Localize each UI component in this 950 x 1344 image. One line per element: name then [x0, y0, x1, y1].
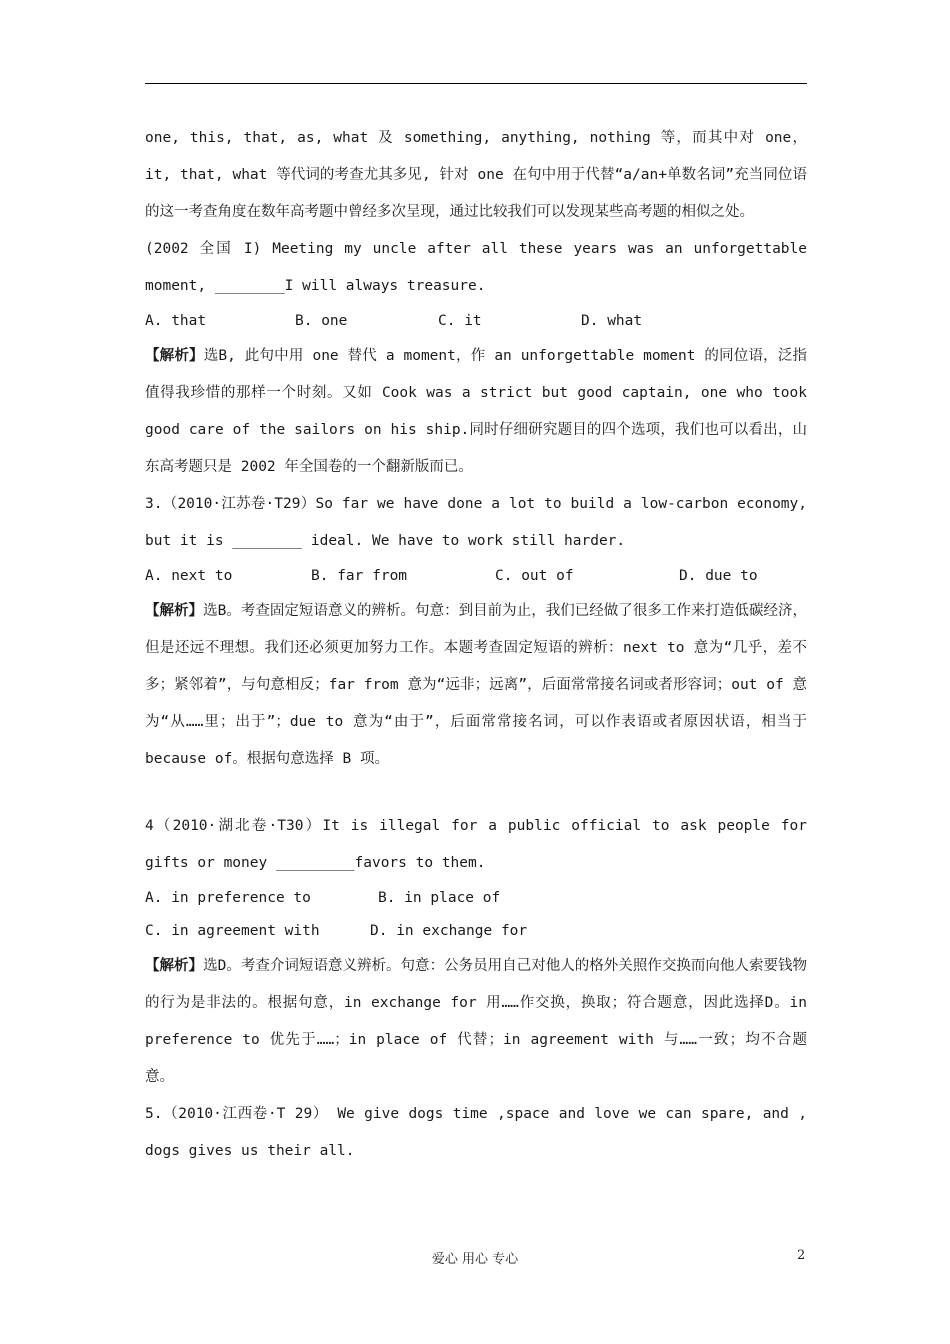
question-2002-stem: (2002 全国 I) Meeting my uncle after all these years was an unforgettable moment, ________I will always treasure.: [145, 241, 807, 294]
question-5-stem: 5.（2010·江西卷·T 29） We give dogs time ,space and love we can spare, and , dogs gives us their all.: [145, 1106, 807, 1159]
question-4-options-row-2: [145, 915, 807, 948]
option-b: B. in place of: [378, 890, 501, 906]
analysis-text: 选D。考查介词短语意义辨析。句意：公务员用自己对他人的格外关照作交换而向他人索要钱物的行为是非法的。根据句意，in exchange for 用……作交换，换取；符合题意，因此选择D。in preference to 优先于……；in place of 代替；in agreement with 与……一致；均不合题意。: [145, 958, 808, 1085]
option-a: A. next to: [145, 568, 233, 584]
option-b: B. one: [295, 313, 348, 329]
header-rule: [145, 83, 807, 84]
question-4-stem: 4（2010·湖北卷·T30）It is illegal for a public official to ask people for gifts or money _________favors to them.: [145, 818, 807, 871]
question-3-options: [145, 560, 807, 593]
analysis-tag: 【解析】: [145, 603, 204, 619]
intro-paragraph: one, this, that, as, what 及 something, anything, nothing 等，而其中对 one，it, that, what 等代词的考查尤其多见, 针对 one 在句中用于代替“a/an+单数名词”充当同位语的这一考查角度在数年高考题中曾经多次呈现，通过比较我们可以发现某些高考题的相似之处。: [145, 130, 807, 220]
option-a: A. in preference to: [145, 890, 311, 906]
page-number: 2: [797, 1248, 806, 1263]
question-4-options-row-1: [145, 882, 807, 915]
option-d: D. due to: [679, 568, 758, 584]
question-3-stem: 3.（2010·江苏卷·T29）So far we have done a lot to build a low-carbon economy, but it is ________ ideal. We have to work still harder.: [145, 496, 807, 549]
option-c: C. out of: [495, 568, 574, 584]
question-4-analysis: [145, 948, 807, 1096]
option-d: D. in exchange for: [370, 923, 528, 939]
option-c: C. it: [438, 313, 482, 329]
option-a: A. that: [145, 313, 207, 329]
footer-slogan: 爱心 用心 专心: [431, 1252, 519, 1267]
option-c: C. in agreement with: [145, 923, 320, 939]
spacer: [145, 778, 807, 808]
question-3-analysis: [145, 593, 807, 778]
option-b: B. far from: [311, 568, 408, 584]
question-2002-analysis: [145, 338, 807, 486]
question-2002-options: [145, 305, 807, 338]
analysis-text: 选B, 此句中用 one 替代 a moment，作 an unforgettable moment 的同位语，泛指值得我珍惜的那样一个时刻。又如 Cook was a strict but good captain, one who took good care of the sailors on his ship.同时仔细研究题目的四个选项，我们也可以看出，山东高考题只是 2002 年全国卷的一个翻新版而已。: [145, 348, 808, 475]
analysis-tag: 【解析】: [145, 348, 204, 364]
analysis-text: 选B。考查固定短语意义的辨析。句意：到目前为止，我们已经做了很多工作来打造低碳经济，但是还远不理想。我们还必须更加努力工作。本题考查固定短语的辨析：next to 意为“几乎，差不多；紧邻着”，与句意相反；far from 意为“远非；远离”，后面常常接名词或者形容词；out of 意为“从……里；出于”；due to 意为“由于”，后面常常接名词，可以作表语或者原因状语，相当于 because of。根据句意选择 B 项。: [145, 603, 808, 767]
document-body: [145, 120, 807, 1170]
option-d: D. what: [581, 313, 643, 329]
analysis-tag: 【解析】: [145, 958, 204, 974]
